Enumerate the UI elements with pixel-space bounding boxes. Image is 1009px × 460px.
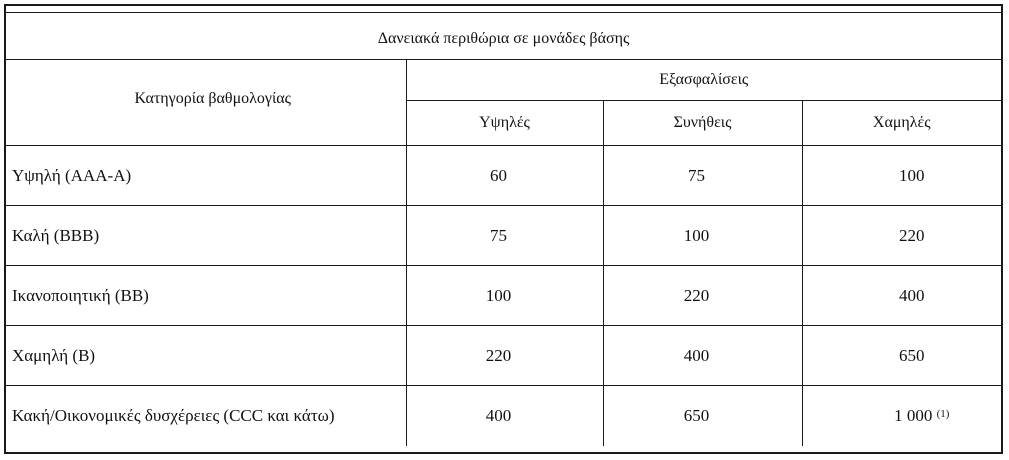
table-row [6, 266, 1001, 326]
category-header: Κατηγορία βαθμολογίας [6, 60, 406, 146]
value-normal: 100 [603, 206, 802, 266]
table-row [6, 386, 1001, 446]
lending-margins-table [6, 12, 1001, 446]
value-low: 650 [802, 326, 1001, 386]
table-row [6, 326, 1001, 386]
table-frame [4, 4, 1003, 454]
value-normal: 75 [603, 146, 802, 206]
value-high: 60 [406, 146, 603, 206]
row-category: Καλή (BBB) [6, 206, 406, 266]
table-title: Δανειακά περιθώρια σε μονάδες βάσης [6, 13, 1001, 60]
title-row [6, 13, 1001, 60]
row-category: Κακή/Οικονομικές δυσχέρειες (CCC και κάτω) [6, 386, 406, 446]
value-low: 400 [802, 266, 1001, 326]
footnote-reference: (1) [936, 407, 950, 420]
collateral-low-header: Χαμηλές [802, 101, 1001, 146]
table-row [6, 146, 1001, 206]
value-normal: 220 [603, 266, 802, 326]
value-low: 100 [802, 146, 1001, 206]
collateral-high-header: Υψηλές [406, 101, 603, 146]
collateral-normal-header: Συνήθεις [603, 101, 802, 146]
value-high: 400 [406, 386, 603, 446]
value-normal: 400 [603, 326, 802, 386]
value-high: 75 [406, 206, 603, 266]
collateral-header: Εξασφαλίσεις [406, 60, 1001, 101]
group-header-row [6, 60, 1001, 101]
value-normal: 650 [603, 386, 802, 446]
table-row [6, 206, 1001, 266]
value-low: 220 [802, 206, 1001, 266]
value-low [802, 386, 1001, 446]
value-text: 1 000 [894, 405, 933, 425]
row-category: Υψηλή (AAA-A) [6, 146, 406, 206]
value-high: 220 [406, 326, 603, 386]
row-category: Ικανοποιητική (BB) [6, 266, 406, 326]
value-high: 100 [406, 266, 603, 326]
row-category: Χαμηλή (B) [6, 326, 406, 386]
